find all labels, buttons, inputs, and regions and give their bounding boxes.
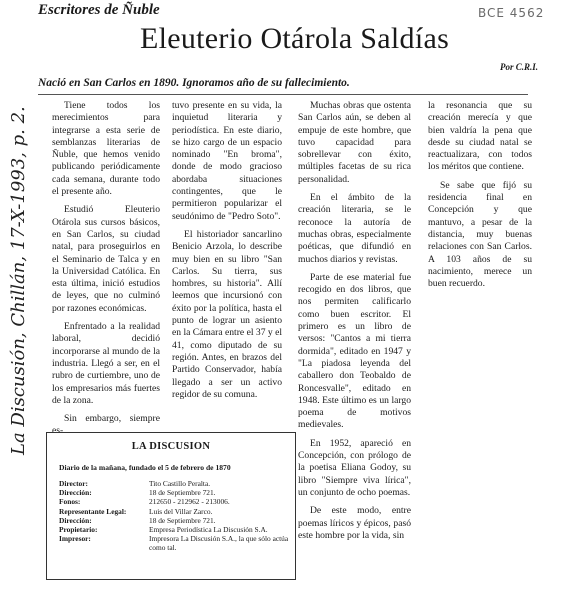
masthead-rows <box>59 479 289 553</box>
article-column-4 <box>428 100 532 296</box>
masthead-row-value: 18 de Septiembre 721. <box>149 515 216 525</box>
paragraph: tuvo presente en su vida, la inquietud literaria y periodística. En este diario, se hizo cargo de un espacio nominado "En broma", donde de modo gracioso abordaba situaciones contingentes, que le permitieron popularizar el seudónimo de "Pedro Soto". <box>172 100 282 222</box>
masthead-founded: Diario de la mañana, fundado el 5 de febrero de 1870 <box>59 463 231 472</box>
masthead-row-value: Luis del Villar Zarco. <box>149 506 213 516</box>
masthead-row <box>59 488 289 497</box>
masthead-row <box>59 497 289 506</box>
masthead-title: LA DISCUSION <box>131 441 211 452</box>
article-byline: Por C.R.I. <box>500 62 539 72</box>
masthead-row-label: Propietario: <box>59 525 98 535</box>
masthead-row-label: Dirección: <box>59 515 92 525</box>
article-subtitle: Nació en San Carlos en 1890. Ignoramos año de su fallecimiento. <box>38 77 350 89</box>
article-column-2 <box>172 100 282 407</box>
masthead-row <box>59 534 289 552</box>
subtitle-divider <box>38 94 528 95</box>
masthead-row-value: Tito Castillo Peralta. <box>149 479 211 488</box>
catalog-stamp: BCE 4562 <box>478 6 545 20</box>
paragraph: Enfrentado a la realidad laboral, decidió incorporarse al mundo de la industria. Llegó a ser, en el rubro de curtiembre, uno de los empresarios más fuertes de la zona. <box>52 321 160 406</box>
masthead-row <box>59 516 289 525</box>
masthead-row <box>59 507 289 516</box>
masthead-row-label: Representante Legal: <box>59 506 127 516</box>
masthead-row-label: Fonos: <box>59 497 81 507</box>
paragraph: Sin embargo, siempre es- <box>52 413 160 437</box>
handwritten-source-note: La Discusión, Chillán, 17-X-1993, p. 2. <box>8 106 29 455</box>
paragraph: De este modo, entre poemas líricos y épicos, pasó este hombre por la vida, sin <box>298 505 411 541</box>
paragraph: Estudió Eleuterio Otárola sus cursos básicos, en San Carlos, su ciudad natal, para proseguirlos en el Seminario de Talca y en la Universidad Católica. En esta última, inició estudios de leyes, que no culminó por razones económicas. <box>52 204 160 314</box>
series-label: Escritores de Ñuble <box>38 2 160 18</box>
paragraph: Tiene todos los merecimientos para integrarse a esta serie de semblanzas literarias de Ñuble, que hemos venido publicando periódicamente cada semana, durante todo el presente año. <box>52 100 160 198</box>
paragraph: Se sabe que fijó su residencia final en Concepción y que mantuvo, a pesar de la distancia, muy buenas relaciones con San Carlos. A 103 años de su nacimiento, merece un buen recuerdo. <box>428 179 532 290</box>
paragraph: Parte de ese material fue recogido en dos libros, que nos permiten calificarlo como buen escritor. El primero es un libro de versos: "Cantos a mi tierra dormida", editado en 1947 y "La piadosa leyenda del caballero don Teobaldo de Roncesvalle", editado en 1948. Este último es un largo poema de motivos medievales. <box>298 271 411 431</box>
paragraph: En el ámbito de la creación literaria, se le reconoce la autoría de muchas obras, especialmente poéticas, que difundió en muchos diarios y revistas. <box>298 192 411 265</box>
masthead-row-value: Empresa Periodística La Discusión S.A. <box>149 525 268 535</box>
masthead-row-value: 212650 - 212962 - 213006. <box>149 497 230 507</box>
masthead-row-label: Dirección: <box>59 488 92 498</box>
masthead-row-label: Impresor: <box>59 534 91 544</box>
masthead-row-value: 18 de Septiembre 721. <box>149 488 216 498</box>
masthead-box <box>46 432 296 580</box>
paragraph: El historiador sancarlino Benicio Arzola, lo describe muy bien en su libro "San Carlos. Su tierra, sus hombres, su historia". Allí leemos que incursionó con éxito por la política, hasta el punto de lograr un asiento en la Cámara entre el 37 y el 41, como diputado de su región. Antes, en brazos del Partido Conservador, había llegado a ser un activo regidor de su comuna. <box>172 228 283 400</box>
paragraph: En 1952, apareció en Concepción, con prólogo de la poetisa Eliana Godoy, su libro "Siempre viva lírica", un conjunto de ocho poemas. <box>298 437 411 498</box>
article-column-1 <box>52 100 160 444</box>
paragraph: la resonancia que su creación merecía y que bien valdría la pena que desde su ciudad natal se reactualizara, con todos los méritos que contiene. <box>428 100 532 173</box>
masthead-row-value: Impresora La Discusión S.A., la que sólo actúa como tal. <box>149 534 289 553</box>
paragraph: Muchas obras que ostenta San Carlos aún, se deben al empuje de este hombre, que tuvo capacidad para sobrellevar con éxito, múltiples facetas de su rica personalidad. <box>298 100 411 185</box>
masthead-row-label: Director: <box>59 479 88 488</box>
masthead-row <box>59 479 289 488</box>
masthead-row <box>59 525 289 534</box>
article-title: Eleuterio Otárola Saldías <box>140 22 450 55</box>
article-column-3 <box>298 100 411 548</box>
